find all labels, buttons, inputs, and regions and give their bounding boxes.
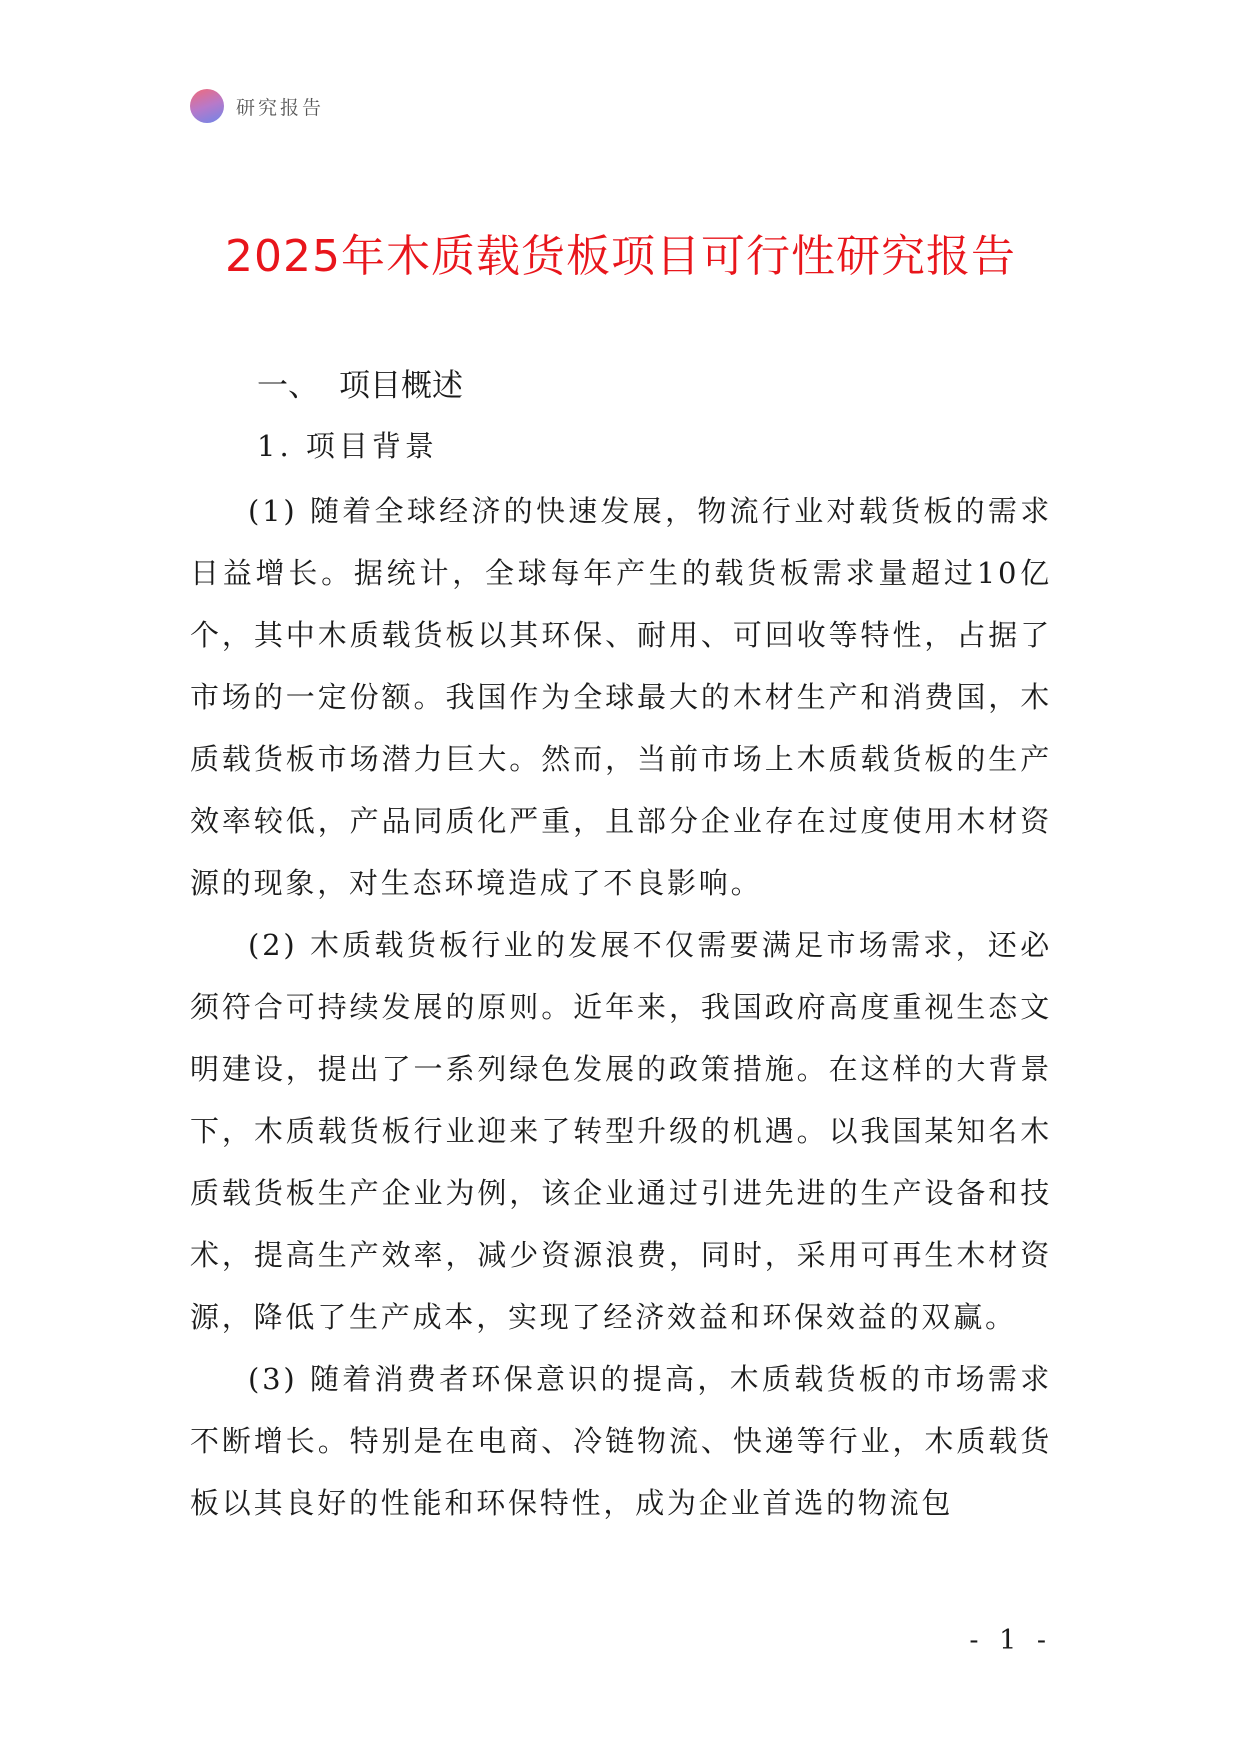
section-heading xyxy=(257,360,463,405)
body-content xyxy=(190,480,1052,1534)
gradient-circle-logo-icon xyxy=(190,89,224,123)
document-title: 2025年木质载货板项目可行性研究报告 xyxy=(225,231,1016,282)
paragraph-3: (3) 随着消费者环保意识的提高，木质载货板的市场需求不断增长。特别是在电商、冷链物流、快递等行业，木质载货板以其良好的性能和环保特性，成为企业首选的物流包 xyxy=(190,1362,1052,1520)
subsection-heading: 1. 项目背景 xyxy=(257,429,438,463)
paragraph-2: (2) 木质载货板行业的发展不仅需要满足市场需求，还必须符合可持续发展的原则。近年来，我国政府高度重视生态文明建设，提出了一系列绿色发展的政策措施。在这样的大背景下，木质载货板行业迎来了转型升级的机遇。以我国某知名木质载货板生产企业为例，该企业通过引进先进的生产设备和技术，提高生产效率，减少资源浪费，同时，采用可再生木材资源，降低了生产成本，实现了经济效益和环保效益的双赢。 xyxy=(190,928,1052,1334)
paragraph-1: (1) 随着全球经济的快速发展，物流行业对载货板的需求日益增长。据统计，全球每年产生的载货板需求量超过10亿个，其中木质载货板以其环保、耐用、可回收等特性，占据了市场的一定份额。我国作为全球最大的木材生产和消费国，木质载货板市场潜力巨大。然而，当前市场上木质载货板的生产效率较低，产品同质化严重，且部分企业存在过度使用木材资源的现象，对生态环境造成了不良影响。 xyxy=(190,494,1052,900)
page-header xyxy=(190,88,324,124)
header-label: 研究报告 xyxy=(236,96,325,119)
section-title: 项目概述 xyxy=(339,368,463,404)
page-number: - 1 - xyxy=(969,1625,1052,1656)
section-number: 一、 xyxy=(257,368,319,404)
